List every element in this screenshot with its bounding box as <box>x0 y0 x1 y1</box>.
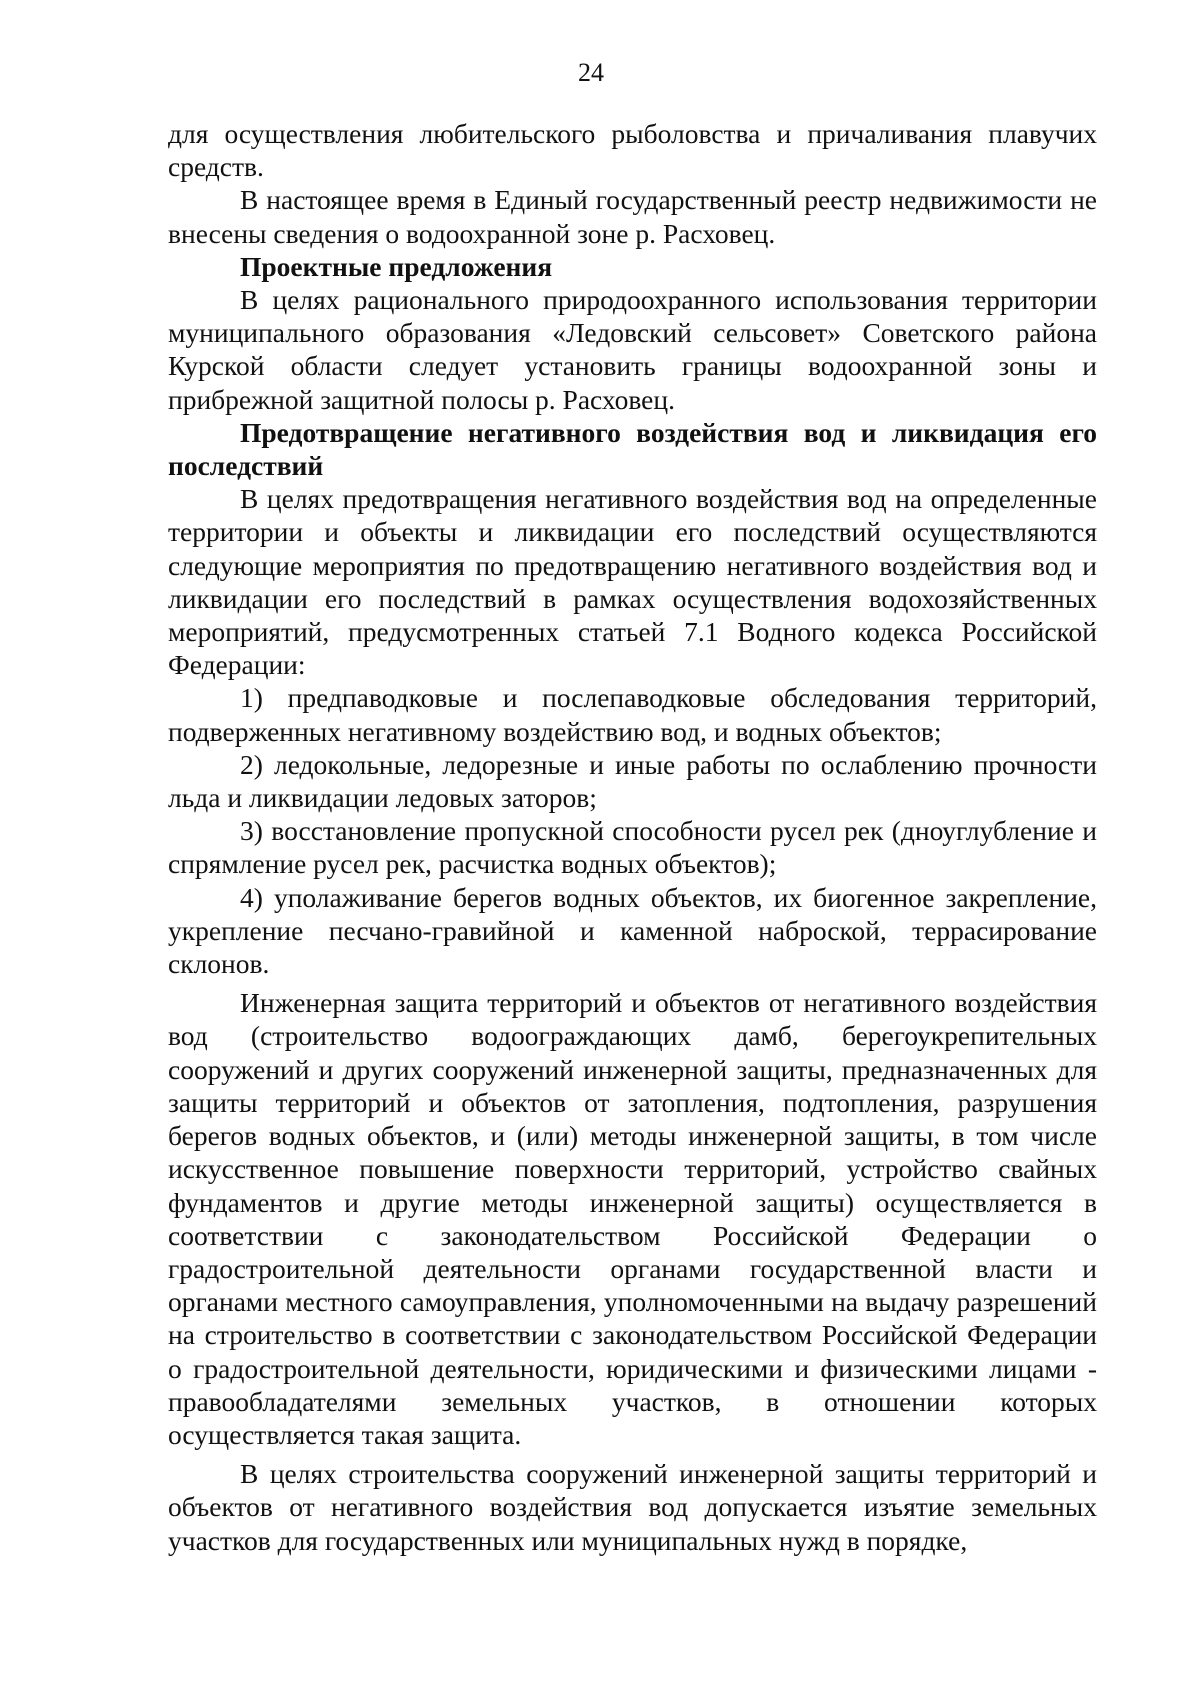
paragraph-measures-intro: В целях предотвращения негативного воздействия вод на определенные территории и объекты и ликвидации его последствий осуществляются следующие мероприятия по предотвращению негативного воздействия вод и ликвидации его последствий в рамках осуществления водохозяйственных мероприятий, предусмотренных статьей 7.1 Водного кодекса Российской Федерации: <box>168 483 1097 681</box>
paragraph-project-proposals: В целях рационального природоохранного использования территории муниципального образования «Ледовский сельсовет» Советского района Курской области следует установить границы водоохранной зоны и прибрежной защитной полосы р. Расховец. <box>168 284 1097 415</box>
paragraph-engineering-protection: Инженерная защита территорий и объектов от негативного воздействия вод (строительство водоограждающих дамб, берегоукрепительных сооружений и других сооружений инженерной защиты, предназначенных для защиты территорий и объектов от затопления, подтопления, разрушения берегов водных объектов, и (или) методы инженерной защиты, в том числе искусственное повышение поверхности территорий, устройство свайных фундаментов и другие методы инженерной защиты) осуществляется в соответствии с законодательством Российской Федерации о градостроительной деятельности органами государственной власти и органами местного самоуправления, уполномоченными на выдачу разрешений на строительство в соответствии с законодательством Российской Федерации о градостроительной деятельности, юридическими и физическими лицами - правообладателями земельных участков, в отношении которых осуществляется такая защита. <box>168 987 1097 1450</box>
heading-negative-water-impact: Предотвращение негативного воздействия вод и ликвидация его последствий <box>168 416 1097 482</box>
document-body <box>168 117 1097 1557</box>
list-item-2: 2) ледокольные, ледорезные и иные работы по ослаблению прочности льда и ликвидации ледовых заторов; <box>168 748 1097 814</box>
heading-project-proposals: Проектные предложения <box>240 250 553 282</box>
list-item-1: 1) предпаводковые и послепаводковые обследования территорий, подверженных негативному воздействию вод, и водных объектов; <box>168 682 1097 747</box>
list-item-3: 3) восстановление пропускной способности русел рек (дноуглубление и спрямление русел рек, расчистка водных объектов); <box>168 815 1097 880</box>
paragraph-registry-status: В настоящее время в Единый государственный реестр недвижимости не внесены сведения о водоохранной зоне р. Расховец. <box>168 184 1097 249</box>
list-item-4: 4) уполаживание берегов водных объектов, их биогенное закрепление, укрепление песчано-гравийной и каменной наброской, террасирование склонов. <box>168 881 1097 980</box>
page-number: 24 <box>578 58 604 87</box>
paragraph-land-acquisition: В целях строительства сооружений инженерной защиты территорий и объектов от негативного воздействия вод допускается изъятие земельных участков для государственных или муниципальных нужд в порядке, <box>168 1458 1097 1556</box>
paragraph-continuation: для осуществления любительского рыболовства и причаливания плавучих средств. <box>168 118 1097 183</box>
